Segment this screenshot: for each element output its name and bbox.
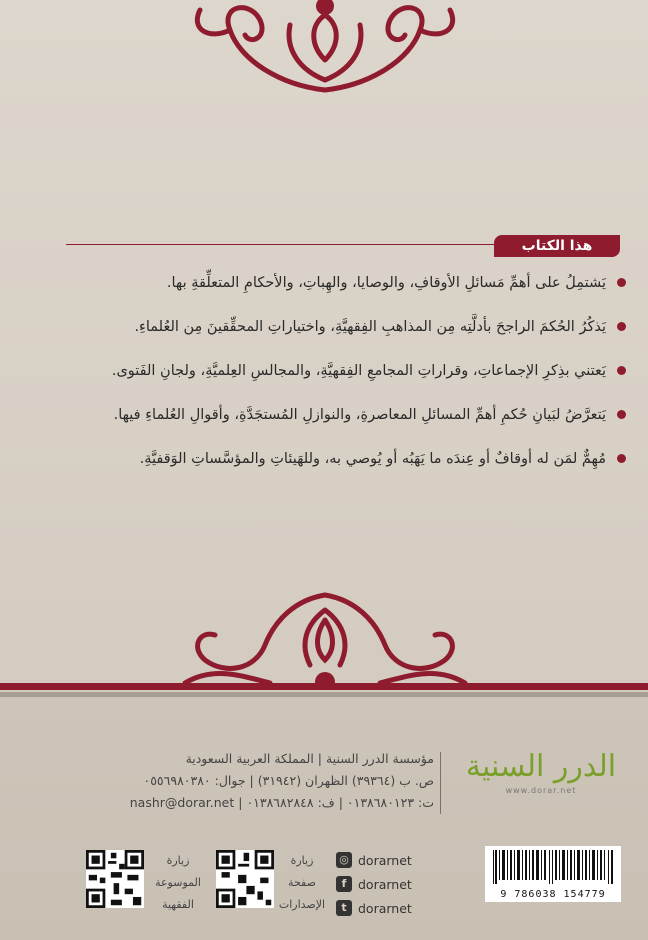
social-links xyxy=(336,848,446,920)
list-item-text: يَتعرَّضُ لبَيانِ حُكمِ أهمِّ المسائلِ المعاصرةِ، والنوازلِ المُستجَدَّةِ، وأقوالِ العُلماءِ فيها. xyxy=(113,407,606,423)
isbn-barcode xyxy=(485,846,621,902)
header-rule xyxy=(66,244,498,245)
isbn-number: 9 786038 154779 xyxy=(500,889,606,900)
list-item xyxy=(60,448,626,492)
qr-label-middle xyxy=(272,850,332,916)
qr-label-line: الموسوعة xyxy=(155,876,201,889)
section-title: هذا الكتاب xyxy=(494,235,620,257)
list-item-text: مُهِمٌّ لمَن له أوقافٌ أو عِندَه ما يَهَبُه أو يُوصي به، وللهَيئاتِ والمؤسَّساتِ الوَقفيَّةِ. xyxy=(139,451,606,467)
divider xyxy=(440,752,441,814)
top-ornament xyxy=(160,0,490,95)
qr-label-line: الفقهية xyxy=(162,898,194,911)
list-item xyxy=(60,316,626,360)
list-item xyxy=(60,360,626,404)
twitter-link[interactable] xyxy=(336,896,446,920)
qr-label-line: الإصدارات xyxy=(278,898,326,911)
list-item xyxy=(60,404,626,448)
divider xyxy=(0,683,648,690)
qr-label-line: صفحة xyxy=(288,876,316,889)
bullet-dot-icon xyxy=(617,322,626,331)
bullet-dot-icon xyxy=(617,410,626,419)
facebook-icon: f xyxy=(336,876,352,892)
publisher-line: مؤسسة الدرر السنية | المملكة العربية السعودية xyxy=(185,751,434,766)
feature-list xyxy=(60,272,626,492)
qr-label-line: زيارة xyxy=(166,854,190,867)
logo-url[interactable]: www.dorar.net xyxy=(505,786,577,795)
facebook-link[interactable] xyxy=(336,872,446,896)
list-item-text: يَذكُرُ الحُكمَ الراجحَ بأدلَّتِه مِن المذاهبِ الفِقهيَّةِ، واختياراتِ المحقِّقينَ مِن العُلماءِ. xyxy=(134,319,606,335)
bullet-dot-icon xyxy=(617,366,626,375)
qr-code-icon[interactable] xyxy=(216,850,274,908)
qr-label-line: زيارة xyxy=(290,854,314,867)
publisher-contact[interactable]: ت: ٠١٣٨٦٨٠١٢٣ | ف: ٠١٣٨٦٨٢٨٤٨ | nashr@dorar.net xyxy=(129,795,434,810)
middle-ornament xyxy=(175,585,475,690)
social-handle: dorarnet xyxy=(358,900,412,916)
publisher-address: ص. ب (٣٩٣٦٤) الظهران (٣١٩٤٢) | جوال: ٠٥٥٦٩٨٠٣٨٠ xyxy=(143,773,434,788)
bullet-dot-icon xyxy=(617,278,626,287)
instagram-icon: ◎ xyxy=(336,852,352,868)
social-handle: dorarnet xyxy=(358,876,412,892)
qr-code-icon[interactable] xyxy=(86,850,144,908)
publisher-logo[interactable] xyxy=(456,748,626,808)
twitter-icon: t xyxy=(336,900,352,916)
list-item-text: يَعتني بذِكرِ الإجماعاتِ، وقراراتِ المجامعِ الفِقهيَّةِ، والمجالسِ العِلميَّةِ، ولجانِ الفَتوى. xyxy=(111,363,606,379)
logo-name: الدرر السنية xyxy=(465,749,617,784)
bullet-dot-icon xyxy=(617,454,626,463)
list-item xyxy=(60,272,626,316)
qr-label-left xyxy=(148,850,208,916)
instagram-link[interactable] xyxy=(336,848,446,872)
barcode-icon xyxy=(485,846,621,886)
list-item-text: يَشتمِلُ على أهمِّ مَسائلِ الأوقافِ، والوصايا، والهِباتِ، والأحكامِ المتعلِّقةِ بها. xyxy=(166,275,606,291)
social-handle: dorarnet xyxy=(358,852,412,868)
publisher-info xyxy=(74,748,434,814)
